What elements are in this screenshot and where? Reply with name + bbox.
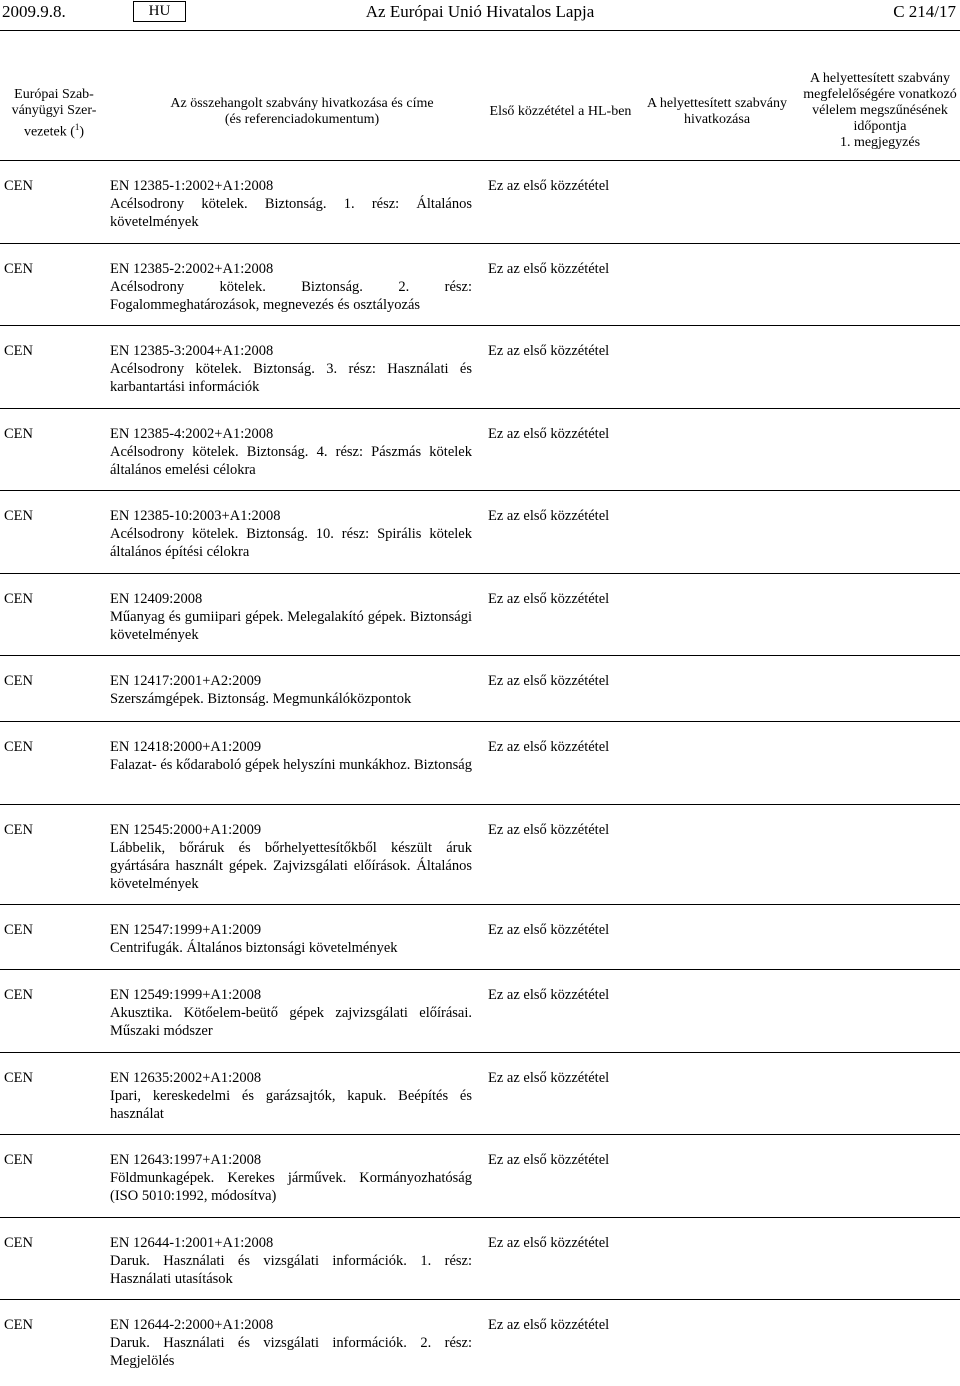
first-publication-cell: Ez az első közzététel — [488, 1152, 610, 1168]
column-header-text: hivatkozása — [683, 112, 751, 127]
standard-code: EN 12547:1999+A1:2009 — [110, 922, 262, 938]
standard-title: Acélsodrony kötelek. Biztonság. 1. rész: Általános követelmények — [110, 196, 472, 230]
standard-code: EN 12417:2001+A2:2009 — [110, 673, 262, 689]
organisation-cell: CEN — [4, 261, 33, 277]
standard-code: EN 12418:2000+A1:2009 — [110, 739, 262, 755]
row-separator — [0, 655, 960, 656]
organisation-cell: CEN — [4, 673, 33, 689]
standard-code: EN 12643:1997+A1:2008 — [110, 1152, 262, 1168]
first-publication-cell: Ez az első közzététel — [488, 178, 610, 194]
standard-title: Földmunkagépek. Kerekes járművek. Kormányozhatóság (ISO 5010:1992, módosítva) — [110, 1170, 472, 1204]
standard-title: Acélsodrony kötelek. Biztonság. 3. rész: Használati és karbantartási információk — [110, 361, 472, 395]
column-header-reference — [118, 96, 486, 128]
standard-code: EN 12385-3:2004+A1:2008 — [110, 343, 274, 359]
standard-code: EN 12549:1999+A1:2008 — [110, 987, 262, 1003]
first-publication-cell: Ez az első közzététel — [488, 822, 610, 838]
language-badge: HU — [133, 1, 186, 22]
standard-title: Falazat- és kődaraboló gépek helyszíni munkákhoz. Biztonság — [110, 757, 472, 773]
standard-reference-cell — [110, 1151, 472, 1205]
row-separator — [0, 243, 960, 244]
standard-code: EN 12385-10:2003+A1:2008 — [110, 508, 281, 524]
row-separator — [0, 1217, 960, 1218]
column-header-text: A helyettesített szabvány — [647, 96, 787, 111]
standard-title: Daruk. Használati és vizsgálati információk. 1. rész: Használati utasítások — [110, 1253, 472, 1287]
standard-title: Acélsodrony kötelek. Biztonság. 10. rész: Spirális kötelek általános építési célokra — [110, 526, 472, 560]
standard-title: Szerszámgépek. Biztonság. Megmunkálóközpontok — [110, 691, 412, 707]
organisation-cell: CEN — [4, 822, 33, 838]
organisation-cell: CEN — [4, 739, 33, 755]
standard-code: EN 12644-2:2000+A1:2008 — [110, 1317, 274, 1333]
standard-code: EN 12385-2:2002+A1:2008 — [110, 261, 274, 277]
column-header-text: Az összehangolt szabvány hivatkozása és címe — [170, 96, 434, 111]
organisation-cell: CEN — [4, 987, 33, 1003]
row-separator — [0, 573, 960, 574]
first-publication-cell: Ez az első közzététel — [488, 261, 610, 277]
standard-title: Lábbelik, bőráruk és bőrhelyettesítőkből készült áruk gyártására használt gépek. Zajvizsgálati előírások. Általános követelmények — [110, 840, 472, 892]
column-header-first-publication — [488, 104, 633, 120]
first-publication-cell: Ez az első közzététel — [488, 922, 610, 938]
standard-title: Centrifugák. Általános biztonsági követelmények — [110, 940, 398, 956]
first-publication-cell: Ez az első közzététel — [488, 591, 610, 607]
column-header-text: megfelelőségére vonatkozó — [803, 87, 957, 102]
first-publication-cell: Ez az első közzététel — [488, 343, 610, 359]
organisation-cell: CEN — [4, 591, 33, 607]
row-separator — [0, 1134, 960, 1135]
first-publication-cell: Ez az első közzététel — [488, 1070, 610, 1086]
first-publication-cell: Ez az első közzététel — [488, 1235, 610, 1251]
row-separator — [0, 490, 960, 491]
organisation-cell: CEN — [4, 178, 33, 194]
standard-reference-cell — [110, 425, 472, 479]
table-header-rule — [0, 160, 960, 161]
organisation-cell: CEN — [4, 1070, 33, 1086]
standard-reference-cell — [110, 1069, 472, 1123]
standard-reference-cell — [110, 590, 472, 644]
column-header-text: A helyettesített szabvány — [810, 71, 950, 86]
standard-reference-cell — [110, 177, 472, 231]
row-separator — [0, 408, 960, 409]
standard-reference-cell — [110, 738, 472, 774]
standard-title: Acélsodrony kötelek. Biztonság. 4. rész: Pászmás kötelek általános emelési célokra — [110, 444, 472, 478]
standard-reference-cell — [110, 507, 472, 561]
standard-reference-cell — [110, 921, 472, 957]
standard-code: EN 12545:2000+A1:2009 — [110, 822, 262, 838]
column-header-text: 1. megjegyzés — [839, 135, 921, 150]
organisation-cell: CEN — [4, 1152, 33, 1168]
standard-title: Daruk. Használati és vizsgálati információk. 2. rész: Megjelölés — [110, 1335, 472, 1369]
standard-title: Ipari, kereskedelmi és garázsajtók, kapuk. Beépítés és használat — [110, 1088, 472, 1122]
header-rule — [0, 30, 960, 31]
column-header-text: Európai Szab- — [14, 87, 94, 102]
row-separator — [0, 1299, 960, 1300]
standard-title: Akusztika. Kötőelem-beütő gépek zajvizsgálati előírásai. Műszaki módszer — [110, 1005, 472, 1039]
column-header-text: vélelem megszűnésének — [812, 103, 948, 118]
row-separator — [0, 1052, 960, 1053]
column-header-text: (és referenciadokumentum) — [224, 112, 380, 127]
page-header — [0, 0, 960, 28]
first-publication-cell: Ez az első közzététel — [488, 987, 610, 1003]
standard-reference-cell — [110, 821, 472, 893]
standard-code: EN 12635:2002+A1:2008 — [110, 1070, 262, 1086]
organisation-cell: CEN — [4, 1317, 33, 1333]
standard-code: EN 12409:2008 — [110, 591, 203, 607]
organisation-cell: CEN — [4, 508, 33, 524]
first-publication-cell: Ez az első közzététel — [488, 673, 610, 689]
row-separator — [0, 969, 960, 970]
publication-date: 2009.9.8. — [2, 2, 66, 21]
column-header-text: ványügyi Szer- — [11, 103, 97, 118]
column-header-cessation-date — [800, 71, 960, 151]
row-separator — [0, 325, 960, 326]
first-publication-cell: Ez az első közzététel — [488, 1317, 610, 1333]
standard-code: EN 12385-1:2002+A1:2008 — [110, 178, 274, 194]
standard-reference-cell — [110, 342, 472, 396]
row-separator — [0, 804, 960, 805]
organisation-cell: CEN — [4, 426, 33, 442]
row-separator — [0, 904, 960, 905]
column-header-text: vezetek ($^1$) — [23, 122, 85, 140]
first-publication-cell: Ez az első közzététel — [488, 508, 610, 524]
organisation-cell: CEN — [4, 922, 33, 938]
standard-code: EN 12385-4:2002+A1:2008 — [110, 426, 274, 442]
journal-title: Az Európai Unió Hivatalos Lapja — [365, 2, 595, 21]
column-header-text: Első közzététel a HL-ben — [489, 104, 632, 119]
column-header-superseded-standard — [642, 96, 792, 128]
first-publication-cell: Ez az első közzététel — [488, 739, 610, 755]
standard-reference-cell — [110, 986, 472, 1040]
row-separator — [0, 721, 960, 722]
organisation-cell: CEN — [4, 1235, 33, 1251]
standard-reference-cell — [110, 1234, 472, 1288]
standard-title: Acélsodrony kötelek. Biztonság. 2. rész: Fogalommeghatározások, megnevezés és osztályozás — [110, 279, 472, 313]
first-publication-cell: Ez az első közzététel — [488, 426, 610, 442]
standard-reference-cell — [110, 1316, 472, 1370]
page-number: C 214/17 — [893, 2, 956, 21]
column-header-organisation — [4, 87, 104, 141]
standard-code: EN 12644-1:2001+A1:2008 — [110, 1235, 274, 1251]
standard-reference-cell — [110, 672, 472, 708]
column-header-text: időpontja — [853, 119, 907, 134]
standard-title: Műanyag és gumiipari gépek. Melegalakító gépek. Biztonsági követelmények — [110, 609, 472, 643]
organisation-cell: CEN — [4, 343, 33, 359]
standard-reference-cell — [110, 260, 472, 314]
